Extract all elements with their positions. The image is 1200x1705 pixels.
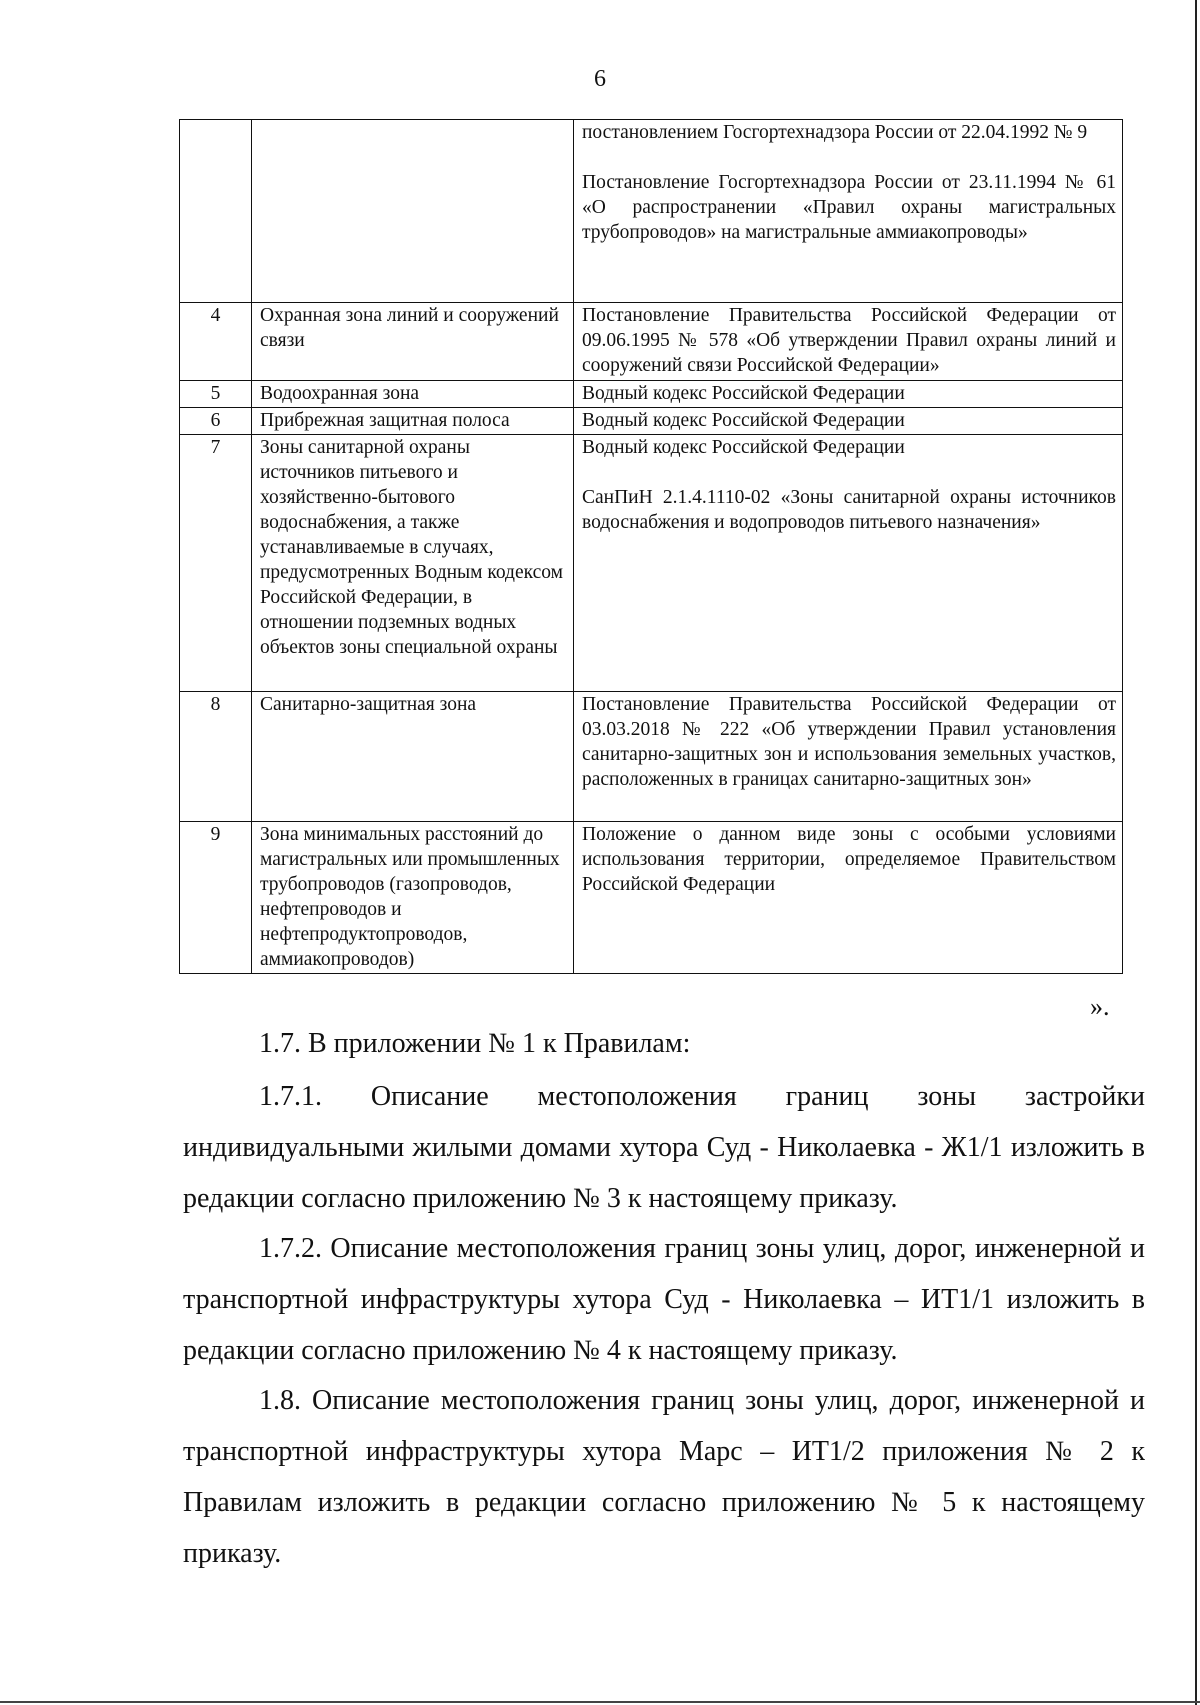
legal-basis-item: Положение о данном виде зоны с особыми условиями использования территории, определяемое Правительством Российской Федерации xyxy=(582,824,1116,895)
legal-basis xyxy=(574,381,1123,408)
legal-basis xyxy=(574,822,1123,974)
paragraph-1-7: 1.7. В приложении № 1 к Правилам: xyxy=(259,1028,691,1059)
legal-basis-item: Постановление Госгортехнадзора России от 23.11.1994 № 61 «О распространении «Правил охраны магистральных трубопроводов» на магистральные аммиакопроводы» xyxy=(582,172,1116,243)
zone-name: Водоохранная зона xyxy=(252,381,574,408)
legal-basis-item: СанПиН 2.1.4.1110-02 «Зоны санитарной охраны источников водоснабжения и водопроводов питьевого назначения» xyxy=(582,487,1116,533)
legal-basis xyxy=(574,692,1123,822)
row-number: 5 xyxy=(180,381,252,408)
legal-basis-item: Водный кодекс Российской Федерации xyxy=(582,410,905,431)
zone-name: Охранная зона линий и сооружений связи xyxy=(252,303,574,381)
legal-basis xyxy=(574,435,1123,692)
row-number: 9 xyxy=(180,822,252,974)
table-row xyxy=(180,120,1123,303)
paragraph-1-8: 1.8. Описание местоположения границ зоны улиц, дорог, инженерной и транспортной инфраструктуры хутора Марс – ИТ1/2 приложения № 2 к Правилам изложить в редакции согласно приложению № 5 к настоящему приказу. xyxy=(183,1385,1145,1569)
zone-name: Прибрежная защитная полоса xyxy=(252,408,574,435)
zone-name: Зоны санитарной охраны источников питьевого и хозяйственно-бытового водоснабжения, а также устанавливаемые в случаях, предусмотренных Водным кодексом Российской Федерации, в отношении подземных водных объектов зоны специальной охраны xyxy=(252,435,574,692)
row-number: 8 xyxy=(180,692,252,822)
row-number: 7 xyxy=(180,435,252,692)
legal-basis-item: Постановление Правительства Российской Федерации от 03.03.2018 № 222 «Об утверждении Правил установления санитарно-защитных зон и использования земельных участков, расположенных в границах санитарно-защитных зон» xyxy=(582,694,1116,790)
table-row xyxy=(180,303,1123,381)
scan-edge-right xyxy=(1195,0,1197,1705)
table-row xyxy=(180,435,1123,692)
table-closing-mark: ». xyxy=(1090,992,1110,1021)
legal-basis xyxy=(574,408,1123,435)
paragraph-1-7-1: 1.7.1. Описание местоположения границ зоны застройки индивидуальными жилыми домами хутора Суд - Николаевка - Ж1/1 изложить в редакции согласно приложению № 3 к настоящему приказу. xyxy=(183,1081,1145,1214)
legal-basis-item: Водный кодекс Российской Федерации xyxy=(582,383,905,404)
legal-basis xyxy=(574,303,1123,381)
scan-edge-bottom xyxy=(0,1701,1200,1703)
table-row xyxy=(180,381,1123,408)
legal-basis-item: Водный кодекс Российской Федерации xyxy=(582,437,905,458)
legal-basis-item: постановлением Госгортехнадзора России от 22.04.1992 № 9 xyxy=(582,122,1088,143)
legal-basis xyxy=(574,120,1123,303)
zone-name xyxy=(252,120,574,303)
table-row xyxy=(180,692,1123,822)
cell-spacer xyxy=(582,145,1116,170)
table-row xyxy=(180,408,1123,435)
row-number: 4 xyxy=(180,303,252,381)
zone-name: Санитарно-защитная зона xyxy=(252,692,574,822)
zone-name: Зона минимальных расстояний до магистральных или промышленных трубопроводов (газопроводов, нефтепроводов и нефтепродуктопроводов, аммиакопроводов) xyxy=(252,822,574,974)
zones-table xyxy=(179,119,1123,974)
page-number: 6 xyxy=(594,66,606,92)
paragraph-1-7-2: 1.7.2. Описание местоположения границ зоны улиц, дорог, инженерной и транспортной инфраструктуры хутора Суд - Николаевка – ИТ1/1 изложить в редакции согласно приложению № 4 к настоящему приказу. xyxy=(183,1233,1145,1366)
row-number xyxy=(180,120,252,303)
cell-spacer xyxy=(582,460,1116,485)
table-row xyxy=(180,822,1123,974)
legal-basis-item: Постановление Правительства Российской Федерации от 09.06.1995 № 578 «Об утверждении Правил охраны линий и сооружений связи Российской Федерации» xyxy=(582,305,1116,376)
row-number: 6 xyxy=(180,408,252,435)
